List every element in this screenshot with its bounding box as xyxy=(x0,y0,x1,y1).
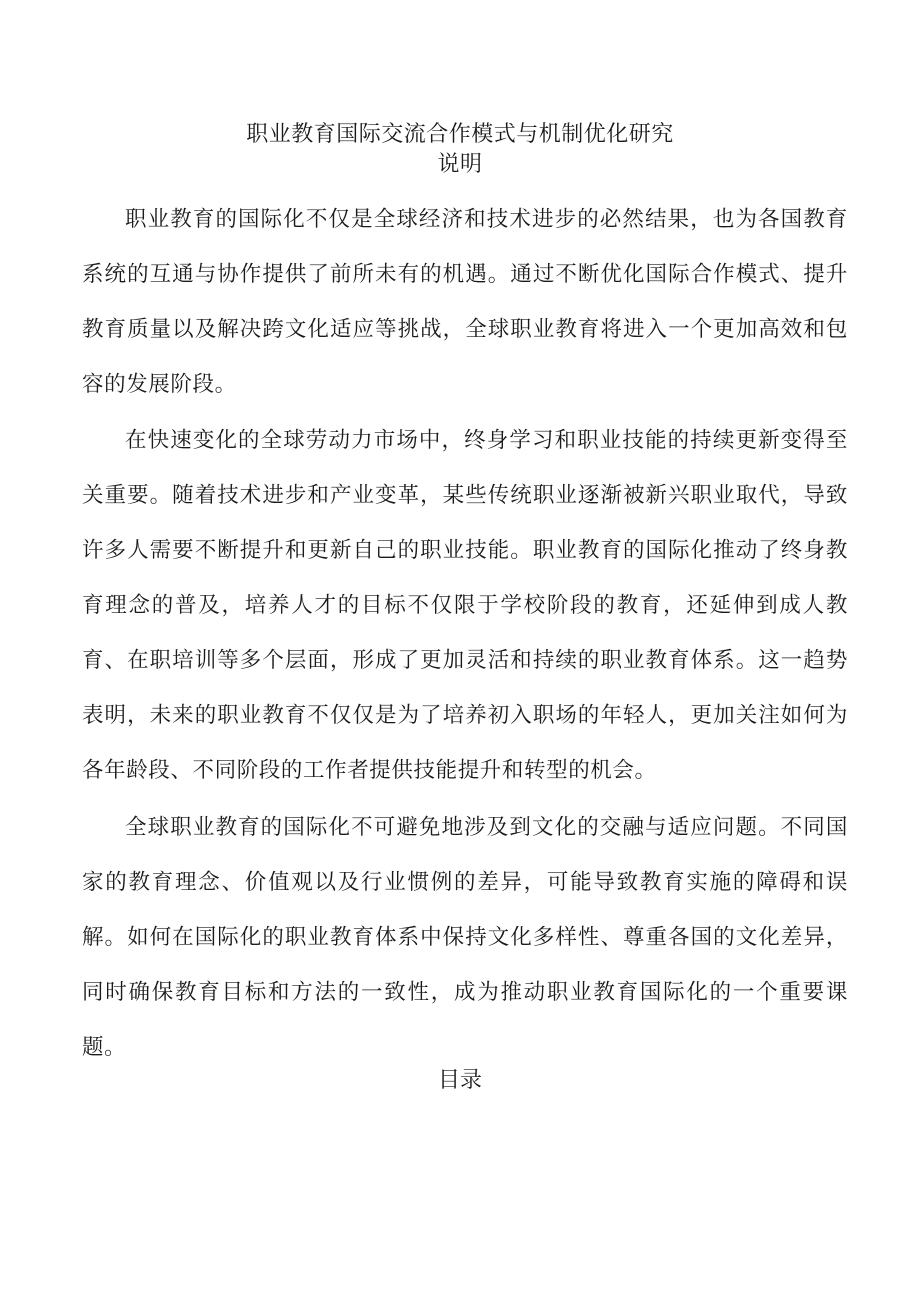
document-subtitle: 说明 xyxy=(437,152,483,177)
paragraph-1: 职业教育的国际化不仅是全球经济和技术进步的必然结果，也为各国教育系统的互通与协作提供了前所未有的机遇。通过不断优化国际合作模式、提升教育质量以及解决跨文化适应等挑战，全球职业教育将进入一个更加高效和包容的发展阶段。 xyxy=(82,207,848,397)
document-title: 职业教育国际交流合作模式与机制优化研究 xyxy=(246,122,674,147)
toc-heading: 目录 xyxy=(437,1068,482,1093)
paragraph-2: 在快速变化的全球劳动力市场中，终身学习和职业技能的持续更新变得至关重要。随着技术进步和产业变革，某些传统职业逐渐被新兴职业取代，导致许多人需要不断提升和更新自己的职业技能。职业教育的国际化推动了终身教育理念的普及，培养人才的目标不仅限于学校阶段的教育，还延伸到成人教育、在职培训等多个层面，形成了更加灵活和持续的职业教育体系。这一趋势表明，未来的职业教育不仅仅是为了培养初入职场的年轻人，更加关注如何为各年龄段、不同阶段的工作者提供技能提升和转型的机会。 xyxy=(82,428,848,783)
paragraph-3: 全球职业教育的国际化不可避免地涉及到文化的交融与适应问题。不同国家的教育理念、价值观以及行业惯例的差异，可能导致教育实施的障碍和误解。如何在国际化的职业教育体系中保持文化多样性、尊重各国的文化差异，同时确保教育目标和方法的一致性，成为推动职业教育国际化的一个重要课题。 xyxy=(82,815,848,1060)
